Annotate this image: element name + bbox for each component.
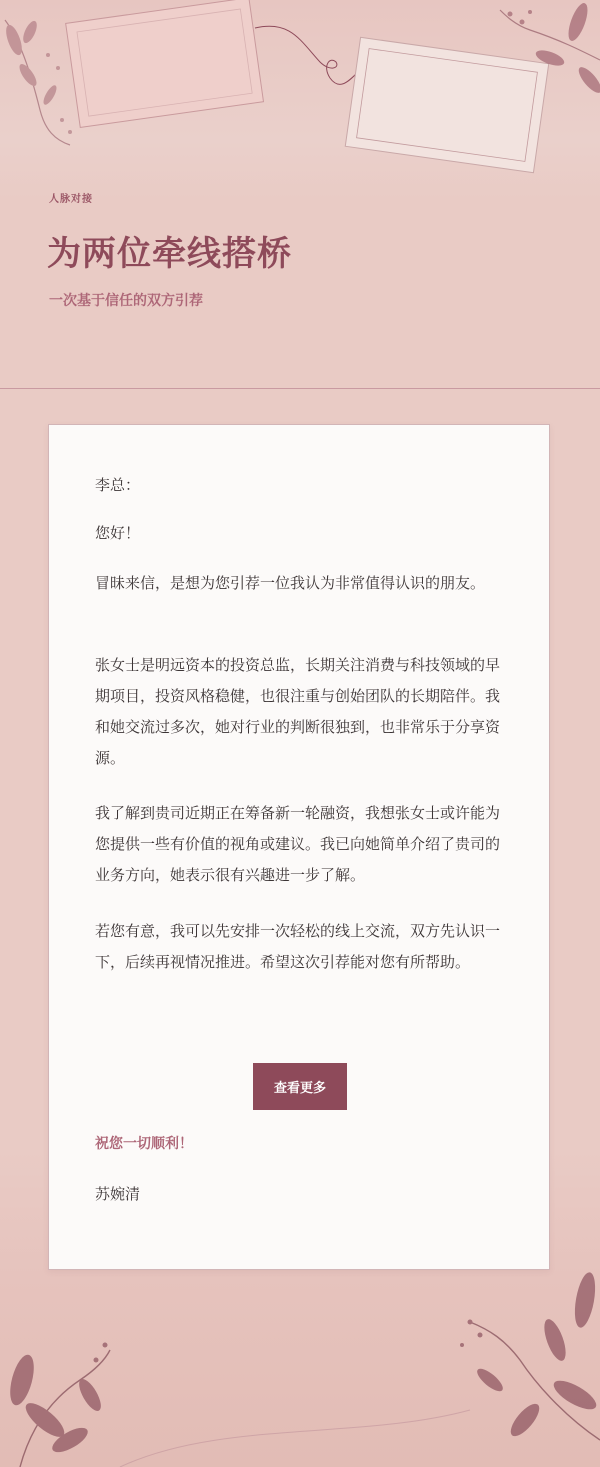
wave-line-icon: [120, 1410, 470, 1467]
letter-closing: 祝您一切顺利！: [95, 1136, 193, 1152]
paper-card-left-icon: [66, 0, 264, 127]
letter-signature: 苏婉清: [95, 1185, 141, 1203]
string-icon: [255, 26, 360, 84]
paper-card-right-icon: [345, 37, 548, 172]
header-divider: [0, 388, 600, 389]
letter-card: [48, 424, 550, 1270]
eyebrow-label: 人脉对接: [49, 194, 93, 205]
letter-paragraph-3: 我了解到贵司近期正在筹备新一轮融资，我想张女士或许能为您提供一些有价值的视角或建议。我已向她简单介绍了贵司的业务方向，她表示很有兴趣进一步了解。: [95, 804, 501, 884]
leaf-branch-top-left-icon: [3, 19, 72, 145]
letter-paragraph-4: 若您有意，我可以先安排一次轻松的线上交流，双方先认识一下，后续再视情况推进。希望这次引荐能对您有所帮助。: [95, 922, 501, 971]
page-title: 为两位牵线搭桥: [47, 234, 292, 274]
page-subtitle: 一次基于信任的双方引荐: [49, 293, 203, 309]
letter-greeting: 您好！: [95, 524, 141, 542]
leaf-branch-bottom-right-icon: [460, 1271, 600, 1441]
letter-salutation: 李总：: [95, 476, 141, 494]
letter-paragraph-1: 冒昧来信，是想为您引荐一位我认为非常值得认识的朋友。: [95, 574, 486, 592]
leaf-branch-bottom-left-icon: [6, 1343, 110, 1467]
letter-paragraph-2: 张女士是明远资本的投资总监，长期关注消费与科技领域的早期项目，投资风格稳健，也很注重与创始团队的长期陪伴。我和她交流过多次，她对行业的判断很独到，也非常乐于分享资源。: [95, 656, 501, 767]
view-more-button[interactable]: 查看更多: [253, 1063, 347, 1110]
